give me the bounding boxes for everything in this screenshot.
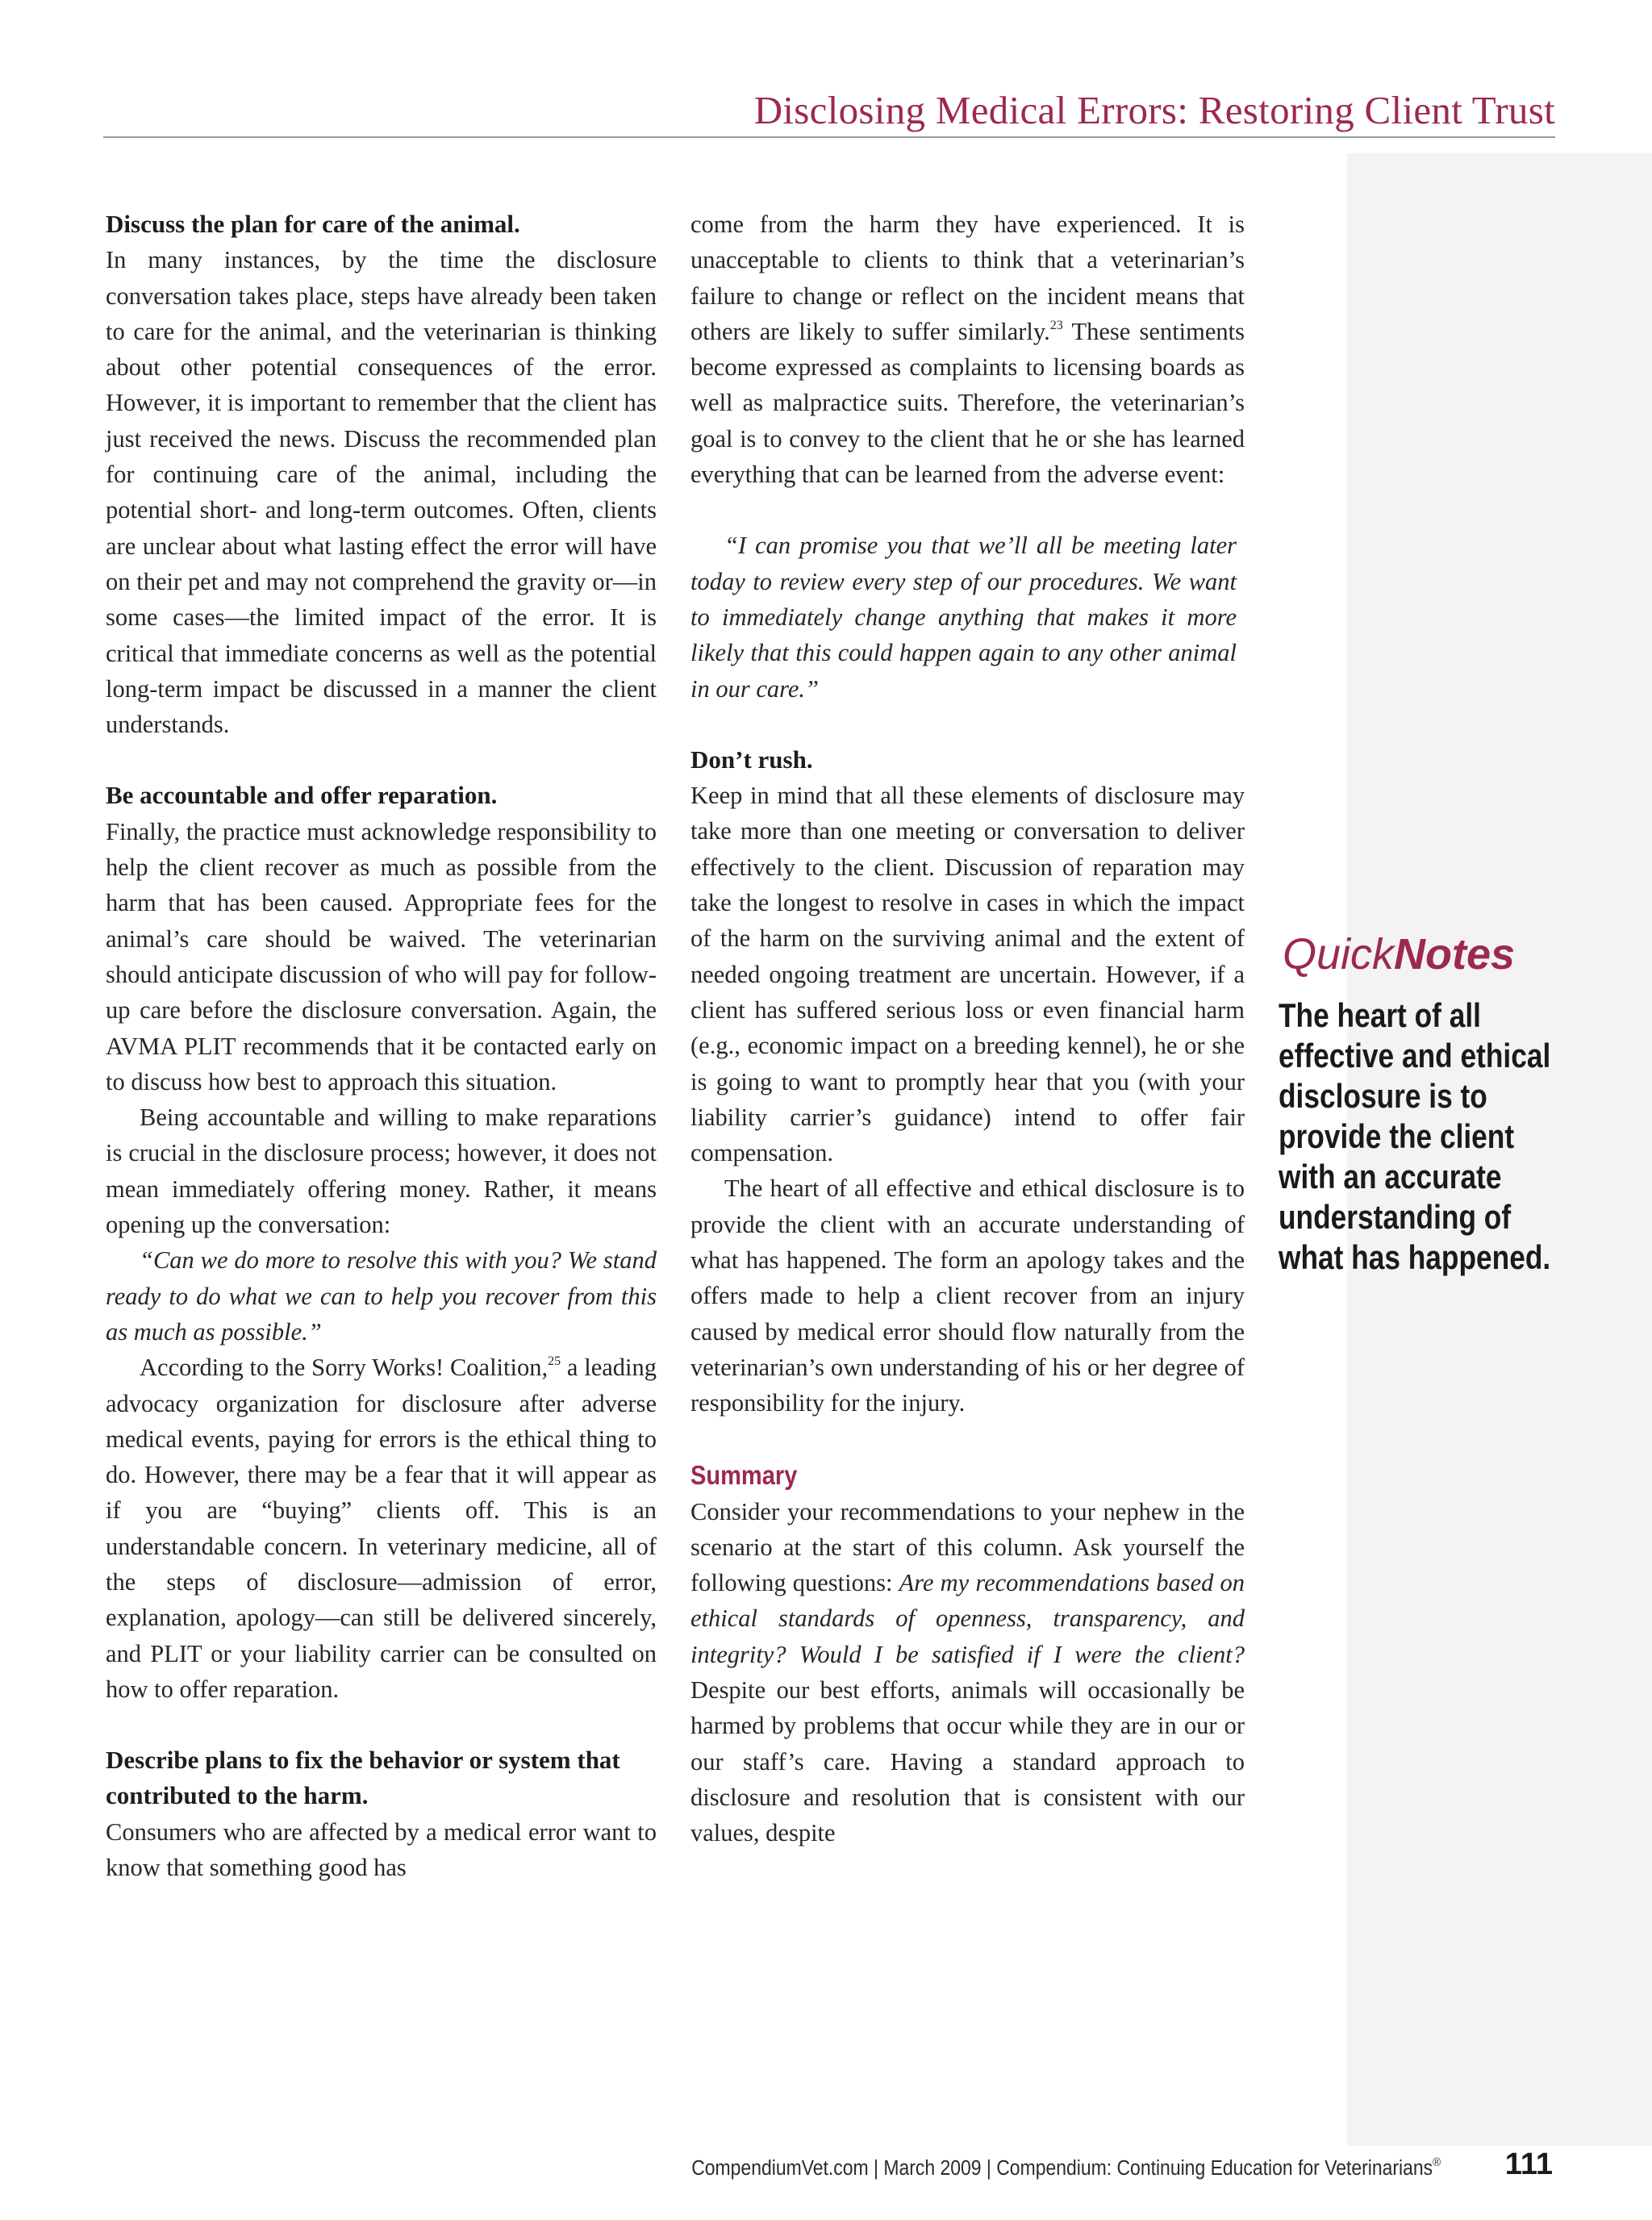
paragraph: Being accountable and willing to make reparations is crucial in the disclosure process; however, it does not mean immediately offering money. Rather, it means opening up the conversation: — [106, 1104, 657, 1239]
section-heading-care-plan: Discuss the plan for care of the animal. — [106, 210, 520, 238]
quicknotes-title-bold: Notes — [1394, 930, 1516, 979]
section-heading-fix-behavior: Describe plans to fix the behavior or system that contributed to the harm. — [106, 1746, 620, 1810]
quicknotes-text: The heart of all effective and ethical disclosure is to provide the client with an accurate understanding of what has happened. — [1279, 996, 1551, 1276]
paragraph-italic-text: Are my recommendations based on ethical standards of openness, transparency, and integrity? Would I be satisfied if I were the client? — [690, 1569, 1245, 1668]
paragraph-text: These sentiments become expressed as complaints to licensing boards as well as malpractice suits. Therefore, the veterinarian’s goal is to convey to the client that he or she has learned everything that can be learned from the adverse event: — [690, 317, 1245, 489]
section-heading-dont-rush: Don’t rush. — [690, 745, 813, 774]
paragraph-text: come from the harm they have experienced. It is unacceptable to clients to think that a veterinarian’s failure to change or reflect on the incident means that others are likely to suffer similarly. — [690, 211, 1245, 345]
section-heading-summary: Summary — [690, 1459, 798, 1490]
left-column — [106, 207, 657, 1885]
registered-mark: ® — [1433, 2155, 1441, 2169]
section-heading-accountable: Be accountable and offer reparation. — [106, 781, 498, 810]
middle-column — [690, 207, 1245, 1851]
paragraph: The heart of all effective and ethical disclosure is to provide the client with an accurate understanding of what has happened. The form an apology takes and the offers made to help a client recover from an injury caused by medical error should flow naturally from the veterinarian’s own understanding of his or her degree of responsibility for the injury. — [690, 1175, 1245, 1417]
pull-quote: “Can we do more to resolve this with you? We stand ready to do what we can to help you recover from this as much as possible.” — [106, 1246, 657, 1346]
footer-text: CompendiumVet.com | March 2009 | Compendium: Continuing Education for Veterinarians — [691, 2157, 1433, 2180]
paragraph-text: a leading advocacy organization for disclosure after adverse medical events, paying for errors is the ethical thing to do. However, there may be a fear that it will appear as if you are “buying” clients off. This is an understandable concern. In veterinary medicine, all of the steps of disclosure—admission of error, explanation, apology—can still be delivered sincerely, and PLIT or your liability carrier can be consulted on how to offer reparation. — [106, 1354, 657, 1703]
paragraph: Keep in mind that all these elements of disclosure may take more than one meeting or conversation to deliver effectively to the client. Discussion of reparation may take the longest to resolve in cases in which the impact of the harm on the surviving animal and the extent of needed ongoing treatment are uncertain. However, if a client has suffered serious loss or even financial harm (e.g., economic impact on a breeding kennel), he or she is going to want to promptly hear that you (with your liability carrier’s guidance) intend to offer fair compensation. — [690, 782, 1245, 1167]
paragraph-text: Consider your recommendations to your nephew in the scenario at the start of this column. Ask yourself the following questions: — [690, 1497, 1245, 1597]
paragraph — [690, 207, 1245, 492]
pull-quote: “I can promise you that we’ll all be meeting later today to review every step of our procedures. We want to immediately change anything that makes it more likely that this could happen again to any other animal in our care.” — [690, 532, 1237, 703]
paragraph — [106, 1350, 657, 1707]
paragraph: Consumers who are affected by a medical error want to know that something good has — [106, 1817, 657, 1882]
header-rule — [103, 136, 1555, 138]
running-header: Disclosing Medical Errors: Restoring Client Trust — [753, 88, 1555, 132]
paragraph: In many instances, by the time the disclosure conversation takes place, steps have already been taken to care for the animal, and the veterinarian is thinking about other potential consequences of the error. However, it is important to remember that the client has just received the news. Discuss the recommended plan for continuing care of the animal, including the potential short- and long-term outcomes. Often, clients are unclear about what lasting effect the error will have on their pet and may not comprehend the gravity or—in some cases—the limited impact of the error. It is critical that immediate concerns as well as the potential long-term impact be discussed in a manner the client understands. — [106, 246, 657, 739]
reference-number: 25 — [548, 1354, 561, 1369]
paragraph — [690, 1494, 1245, 1851]
page-number: 111 — [1504, 2147, 1553, 2181]
quicknotes-title-light: Quick — [1283, 930, 1395, 979]
reference-number: 23 — [1049, 318, 1063, 332]
paragraph: Finally, the practice must acknowledge responsibility to help the client recover as much as possible from the harm that has been caused. Appropriate fees for the animal’s care should be waived. The veterinarian should anticipate discussion of who will pay for follow-up care before the disclosure conversation. Again, the AVMA PLIT recommends that it be contacted early on to discuss how best to approach this situation. — [106, 817, 657, 1095]
quicknotes-title — [1283, 929, 1515, 979]
paragraph-text: Despite our best efforts, animals will occasionally be harmed by problems that occur while they are in our or our staff’s care. Having a standard approach to disclosure and resolution that is consistent with our values, despite — [690, 1675, 1245, 1847]
footer — [691, 2157, 1441, 2180]
paragraph-text: According to the Sorry Works! Coalition, — [140, 1354, 549, 1382]
